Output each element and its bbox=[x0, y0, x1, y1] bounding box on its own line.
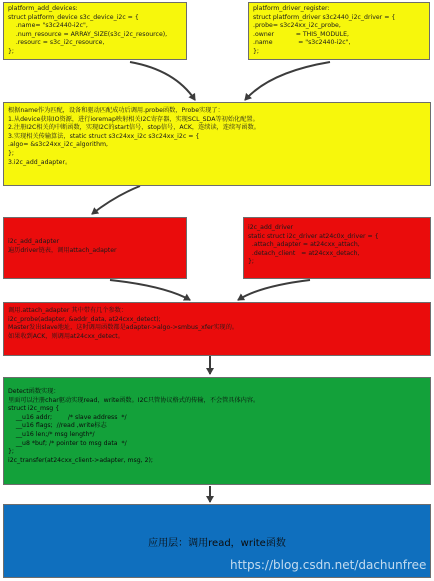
probe-line: 2.注册I2C相关的中断函数，实现I2C的start信号，stop信号，ACK，连续读，连续写函数。 bbox=[8, 124, 260, 132]
detect-line: __u16 addr; /* slave address */ bbox=[8, 413, 127, 421]
attach-line: 调用.attach_adapter 其中带有几个参数： bbox=[8, 307, 128, 314]
detect-line: 里面可以注册char驱动实现read，write函数。I2C只管协议格式的传输，不会管具体内容。 bbox=[8, 396, 260, 404]
platform-device-line: .resourc = s3c_i2c_resource, bbox=[8, 39, 105, 47]
attach-box bbox=[3, 302, 431, 356]
probe-line: 3.实现相关传输算法，static struct s3c24xx_i2c s3c24xx_i2c = { bbox=[8, 132, 200, 140]
probe-line: .algo= &s3c24xx_i2c_algorithm, bbox=[8, 141, 109, 149]
arrow-driver-to-probe bbox=[245, 62, 330, 100]
probe-line: 3.i2c_add_adapter。 bbox=[8, 158, 72, 166]
probe-line: 1.从device获取IO资源，进行ioremap映射相关I2C寄存器，实现SCL_SDA等初始化配置。 bbox=[8, 115, 259, 123]
platform-driver-box bbox=[248, 2, 430, 60]
probe-line: }; bbox=[8, 149, 15, 157]
arrow-driver-to-attach bbox=[238, 280, 310, 300]
detect-line: Detect函数实现： bbox=[8, 388, 60, 395]
detect-line: __u8 *buf; /* pointer to msg data */ bbox=[8, 439, 127, 447]
add-driver-line: static struct i2c_driver at24c0x_driver = { bbox=[248, 232, 379, 240]
attach-line: 如果收到ACK，则调用at24cxx_detect。 bbox=[8, 332, 124, 340]
add-adapter-box bbox=[3, 217, 187, 279]
add-adapter-line: 遍历driver链表，调用attach_adapter bbox=[8, 246, 117, 254]
detect-line: __u16 flags; //read ,write标志 bbox=[8, 422, 107, 430]
probe-box bbox=[3, 102, 431, 186]
attach-line: i2c_probe(adapter, &addr_data, at24cxx_detect); bbox=[8, 315, 161, 323]
platform-device-line: .name= "s3c2440-i2c", bbox=[8, 22, 88, 30]
arrow-probe-to-adapter bbox=[92, 186, 140, 214]
detect-line: i2c_transfer(at24cxx_client->adapter, msg, 2); bbox=[8, 456, 154, 464]
platform-device-box bbox=[3, 2, 187, 60]
detect-line: __u16 len;/* msg length*/ bbox=[8, 430, 95, 438]
platform-driver-line: platform_driver_register: bbox=[253, 5, 330, 12]
watermark: https://blog.csdn.net/dachunfree bbox=[230, 558, 427, 572]
probe-line: 根据name作为匹配，设备和驱动匹配成功后调用.probe函数，Probe实现了： bbox=[8, 107, 224, 114]
platform-device-line: .num_resource = ARRAY_SIZE(s3c_i2c_resource), bbox=[8, 30, 168, 38]
platform-device-line: }; bbox=[8, 47, 15, 55]
add-driver-line: .detach_client = at24cxx_detach, bbox=[248, 249, 360, 257]
application-layer-text: 应用层：调用read，write函数 bbox=[148, 537, 286, 549]
detect-line: struct i2c_msg { bbox=[8, 405, 60, 413]
platform-device-line: struct platform_device s3c_device_i2c = { bbox=[8, 13, 139, 21]
detect-line: }; bbox=[8, 448, 15, 456]
platform-driver-line: .owner = THIS_MODULE, bbox=[253, 30, 349, 38]
arrow-adapter-to-attach bbox=[110, 280, 190, 300]
add-driver-line: }; bbox=[248, 258, 255, 266]
add-adapter-line: i2c_add_adapter bbox=[8, 238, 60, 245]
add-driver-line: i2c_add_driver bbox=[248, 224, 294, 231]
attach-line: Master发出slave地址，这时调用函数都是adapter->algo->smbus_xfer实现的。 bbox=[8, 324, 239, 332]
add-driver-box bbox=[243, 217, 431, 279]
add-driver-line: .attach_adapter = at24cxx_attach, bbox=[248, 241, 360, 249]
detect-box bbox=[3, 377, 431, 485]
platform-driver-line: struct platform_driver s3c2440_i2c_driver = { bbox=[253, 13, 396, 21]
arrow-device-to-probe bbox=[130, 62, 195, 100]
platform-device-line: platform_add_devices: bbox=[8, 5, 78, 12]
platform-driver-line: .name = "s3c2440-i2c", bbox=[253, 39, 351, 47]
platform-driver-line: }; bbox=[253, 47, 260, 55]
platform-driver-line: .probe= s3c24xx_i2c_probe, bbox=[253, 22, 341, 30]
